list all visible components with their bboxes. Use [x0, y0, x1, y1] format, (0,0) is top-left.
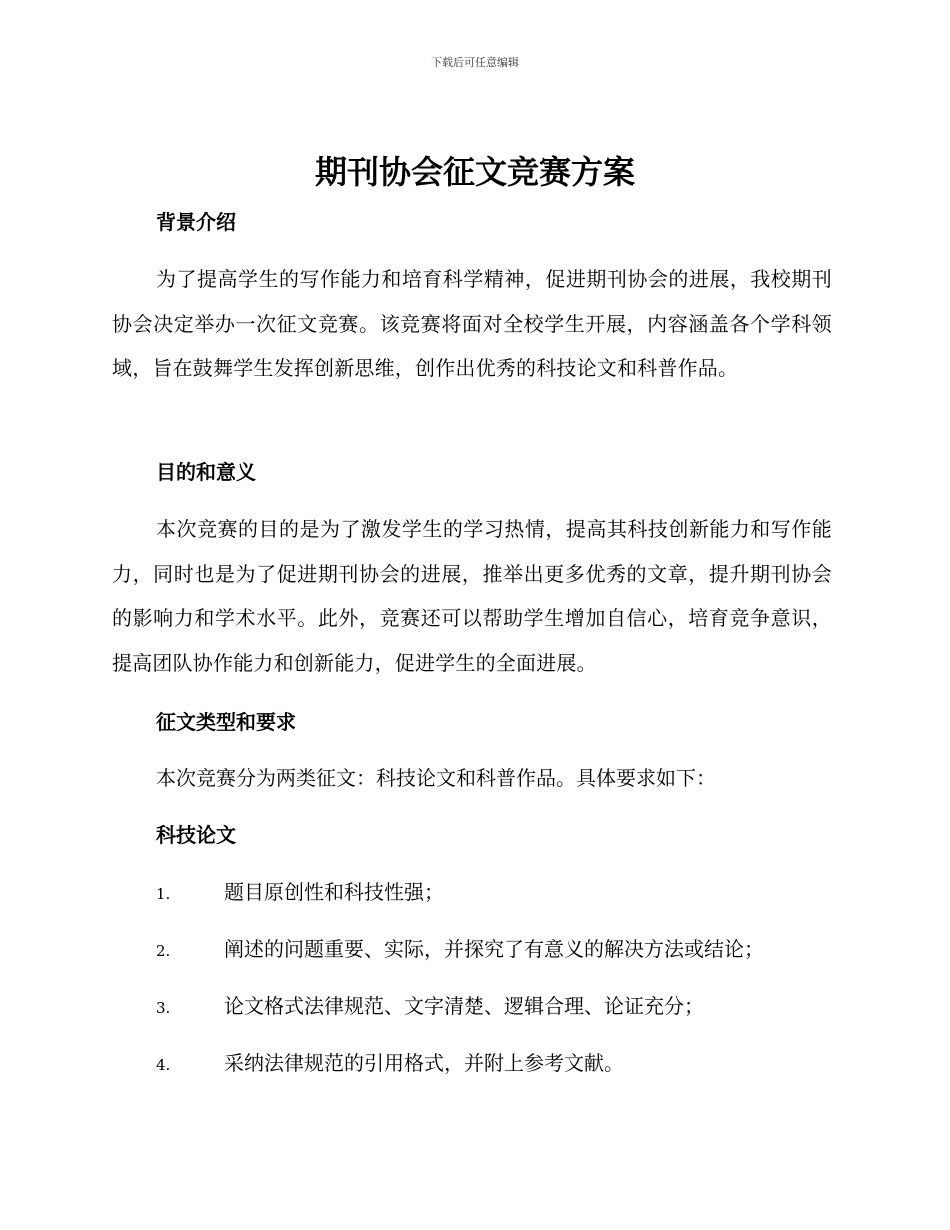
section-heading-papers: 科技论文: [156, 823, 236, 847]
document-title: 期刊协会征文竞赛方案: [314, 153, 635, 191]
section-heading-types: 征文类型和要求: [156, 710, 296, 734]
list-item-number: 2.: [156, 942, 171, 960]
paragraph-types-intro: 本次竞赛分为两类征文：科技论文和科普作品。具体要求如下：: [156, 766, 716, 790]
list-item-number: 4.: [156, 1056, 171, 1074]
paragraph-background: 为了提高学生的写作能力和培育科学精神，促进期刊协会的进展，我校期刊协会决定举办一次征文竞赛。该竞赛将面对全校学生开展，内容涵盖各个学科领域，旨在鼓舞学生发挥创新思维，创作出优秀的科技论文和科普作品。: [112, 267, 832, 380]
paragraph-purpose: 本次竞赛的目的是为了激发学生的学习热情，提高其科技创新能力和写作能力，同时也是为了促进期刊协会的进展，推举出更多优秀的文章，提升期刊协会的影响力和学术水平。此外，竞赛还可以帮助学生增加自信心，培育竞争意识，提高团队协作能力和创新能力，促进学生的全面进展。: [112, 517, 832, 675]
list-item: [156, 878, 444, 908]
list-item-text: 阐述的问题重要、实际，并探究了有意义的解决方法或结论；: [224, 937, 764, 961]
list-item-text: 采纳法律规范的引用格式，并附上参考文献。: [224, 1051, 624, 1075]
list-item-text: 论文格式法律规范、文字清楚、逻辑合理、论证充分；: [224, 994, 704, 1018]
list-item-text: 题目原创性和科技性强；: [224, 880, 444, 904]
list-item-number: 3.: [156, 999, 171, 1017]
page-header-note: 下载后可任意编辑: [431, 56, 519, 69]
list-item: [156, 992, 704, 1022]
list-item: [156, 1049, 624, 1079]
list-item-number: 1.: [156, 885, 171, 903]
list-item: [156, 935, 764, 965]
section-heading-purpose: 目的和意义: [156, 460, 256, 484]
section-heading-background: 背景介绍: [156, 210, 236, 234]
